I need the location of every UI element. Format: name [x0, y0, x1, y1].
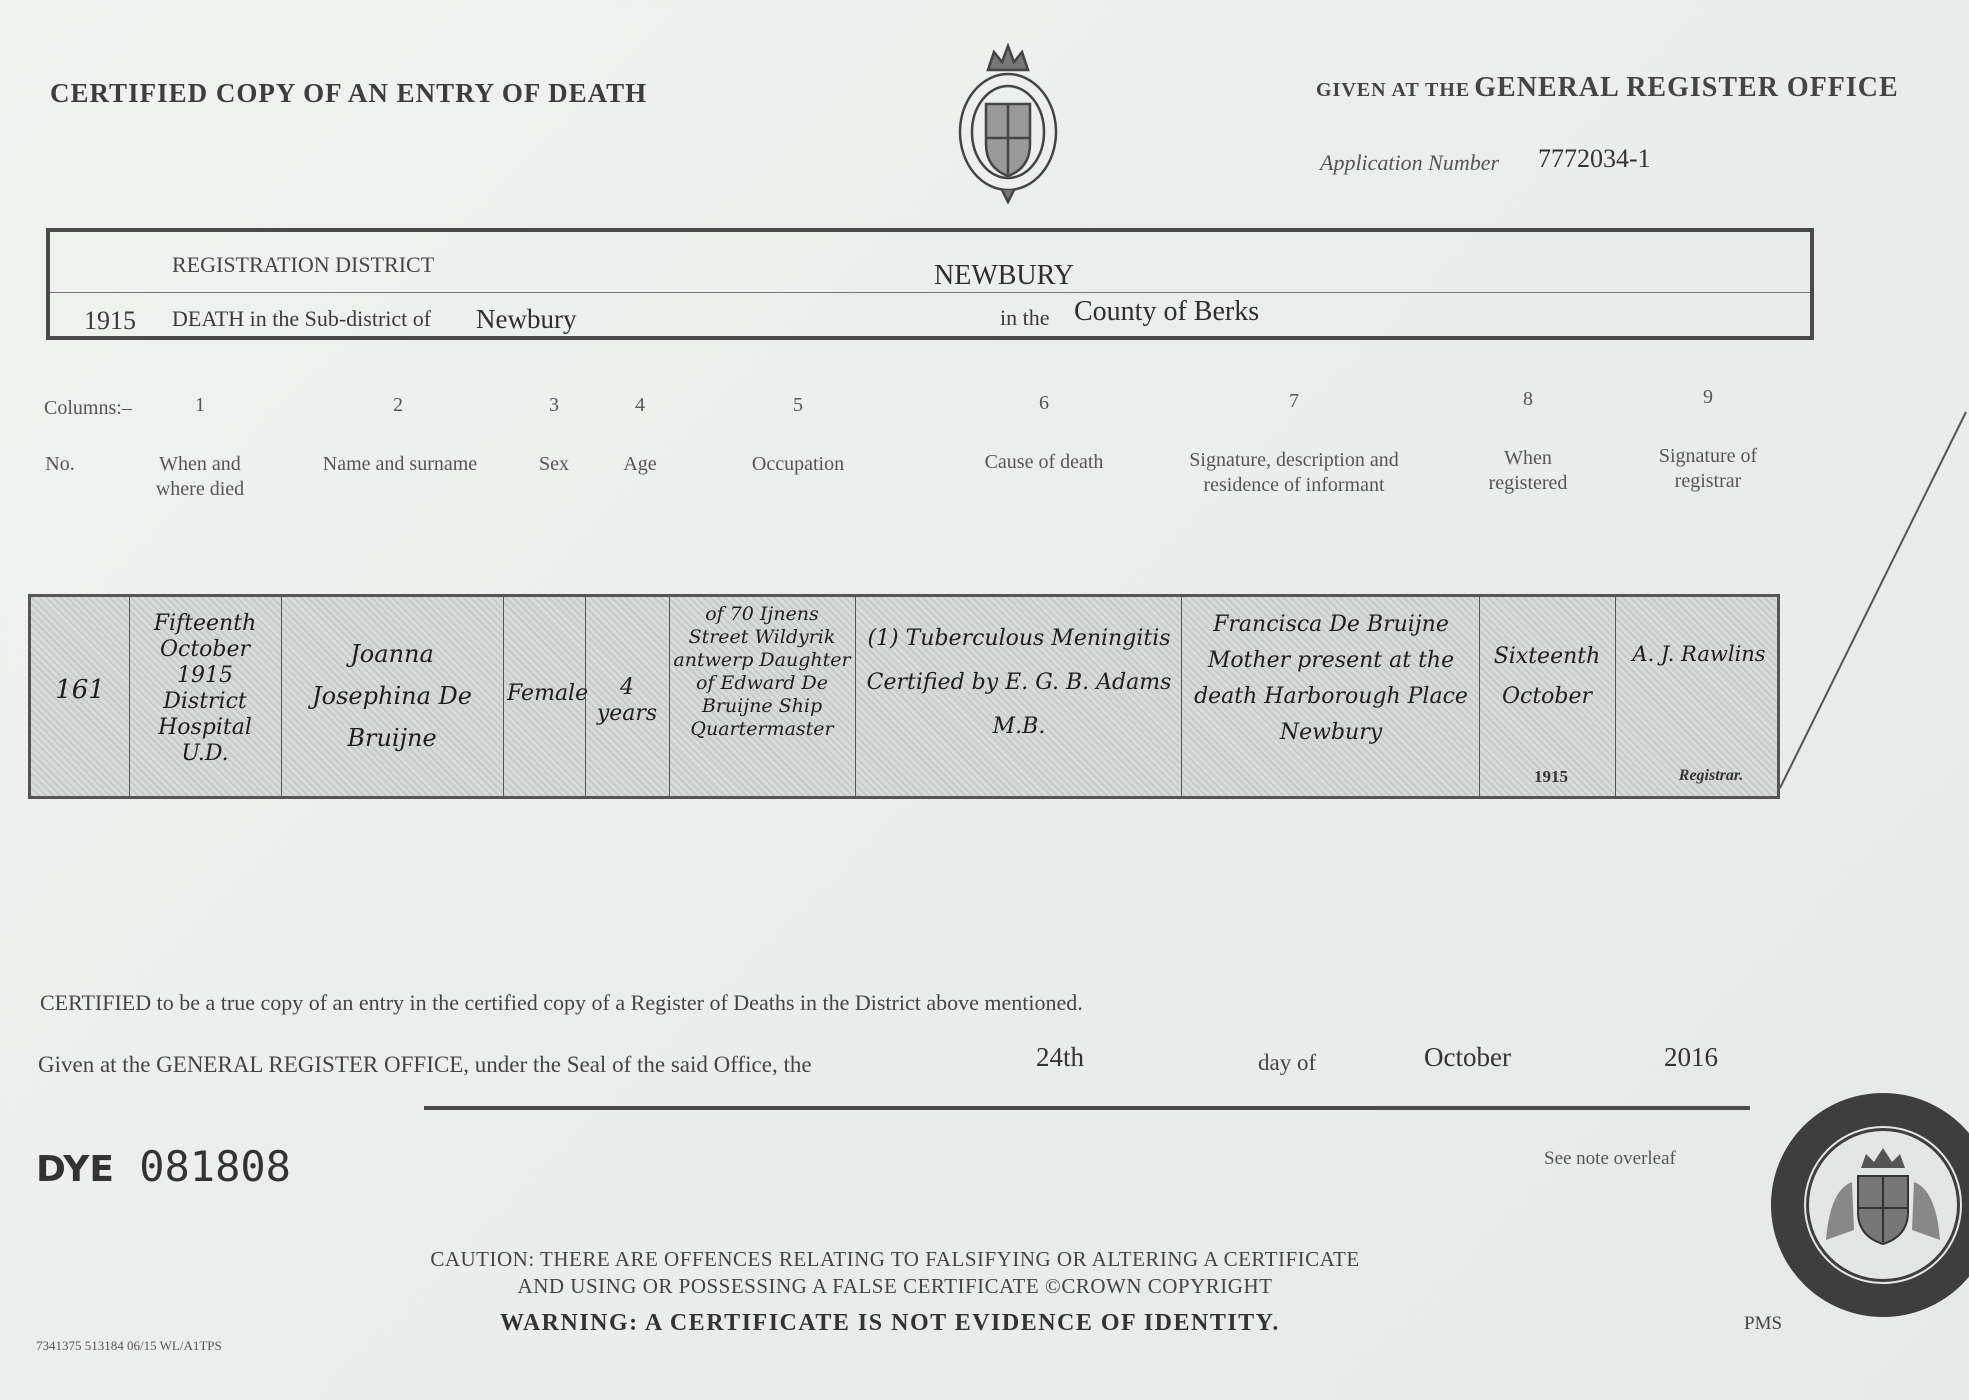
- given-at-office: [1316, 72, 1899, 104]
- column-head-registered: When registered: [1488, 447, 1568, 494]
- entry-occupation: of 70 Ijnens Street Wildyrik antwerp Daughter of Edward De Bruijne Ship Quartermaster: [673, 603, 851, 740]
- certification-statement: CERTIFIED to be a true copy of an entry in the certified copy of a Register of Deaths in the District above mentioned.: [40, 990, 1083, 1015]
- office-name: GENERAL REGISTER OFFICE: [1474, 72, 1899, 103]
- column-number-2: 2: [393, 394, 403, 416]
- county: County of Berks: [1074, 296, 1260, 327]
- entry-when-where: Fifteenth October 1915 District Hospital U.D.: [153, 611, 257, 766]
- registration-district: NEWBURY: [934, 260, 1074, 291]
- column-head-occupation: Occupation: [751, 453, 845, 475]
- serial-digits: 081808: [139, 1142, 291, 1191]
- column-number-6: 6: [1039, 392, 1049, 414]
- entry-row: [28, 594, 1780, 799]
- entry-number: 161: [55, 675, 105, 705]
- entry-cause: (1) Tuberculous Meningitis Certified by E. G. B. Adams M.B.: [866, 626, 1172, 739]
- issue-year: 2016: [1664, 1042, 1718, 1072]
- entry-age: 4 years: [596, 675, 658, 726]
- in-the-label: in the: [1000, 305, 1050, 330]
- sub-district-label: DEATH in the Sub-district of: [172, 306, 432, 331]
- serial-number: [36, 1142, 291, 1191]
- column-head-registrar: Signature of registrar: [1658, 445, 1758, 492]
- general-register-seal-icon: [1768, 1090, 1969, 1320]
- given-line: Given at the GENERAL REGISTER OFFICE, under the Seal of the said Office, the: [38, 1052, 812, 1077]
- death-year: 1915: [84, 306, 136, 335]
- column-head-name: Name and surname: [322, 453, 478, 475]
- column-head-age: Age: [623, 453, 657, 475]
- signature-rule: [424, 1106, 1750, 1110]
- pms-label: PMS: [1744, 1313, 1783, 1334]
- entry-registered: Sixteenth October: [1493, 644, 1601, 709]
- registration-district-label: REGISTRATION DISTRICT: [172, 252, 435, 277]
- issue-day: 24th: [1036, 1042, 1085, 1072]
- column-number-8: 8: [1523, 388, 1533, 410]
- column-number-5: 5: [793, 394, 803, 416]
- caution-line-2: AND USING OR POSSESSING A FALSE CERTIFICATE ©CROWN COPYRIGHT: [517, 1274, 1273, 1298]
- serial-prefix: DYE: [36, 1149, 114, 1190]
- caution-text: [410, 1246, 1380, 1300]
- column-head-no: No.: [45, 453, 75, 475]
- entry-sex: Female: [507, 681, 589, 706]
- column-head-sex: Sex: [539, 453, 569, 475]
- column-number-9: 9: [1703, 386, 1713, 408]
- caution-line-1: CAUTION: THERE ARE OFFENCES RELATING TO FALSIFYING OR ALTERING A CERTIFICATE: [430, 1247, 1360, 1271]
- column-number-3: 3: [549, 394, 559, 416]
- entry-registered-year: 1915: [1534, 767, 1568, 786]
- application-number-label: Application Number: [1320, 150, 1500, 175]
- column-head-informant: Signature, description and residence of informant: [1189, 449, 1399, 496]
- issue-month: October: [1424, 1042, 1511, 1072]
- column-head-when-where: When and where died: [155, 453, 245, 500]
- application-number: 7772034-1: [1538, 144, 1651, 173]
- column-number-1: 1: [195, 394, 205, 416]
- day-of-label: day of: [1258, 1050, 1317, 1075]
- see-note-overleaf: See note overleaf: [1544, 1148, 1676, 1169]
- print-code: 7341375 513184 06/15 WL/A1TPS: [36, 1338, 222, 1353]
- given-at-label: GIVEN AT THE: [1316, 79, 1471, 101]
- warning-text: WARNING: A CERTIFICATE IS NOT EVIDENCE OF IDENTITY.: [500, 1310, 1280, 1336]
- sub-district: Newbury: [476, 304, 577, 334]
- royal-crest-icon: [950, 40, 1066, 205]
- certificate-title: CERTIFIED COPY OF AN ENTRY OF DEATH: [50, 78, 648, 108]
- entry-registrar-signature: A. J. Rawlins: [1632, 642, 1766, 666]
- column-number-7: 7: [1289, 390, 1299, 412]
- entry-informant: Francisca De Bruijne Mother present at the death Harborough Place Newbury: [1194, 612, 1468, 745]
- registrar-label: Registrar.: [1678, 767, 1744, 784]
- columns-label: Columns:–: [44, 397, 132, 419]
- column-head-cause: Cause of death: [984, 451, 1104, 473]
- entry-name: Joanna Josephina De Bruijne: [312, 640, 472, 752]
- column-number-4: 4: [635, 394, 645, 416]
- cancellation-line: [1778, 410, 1968, 790]
